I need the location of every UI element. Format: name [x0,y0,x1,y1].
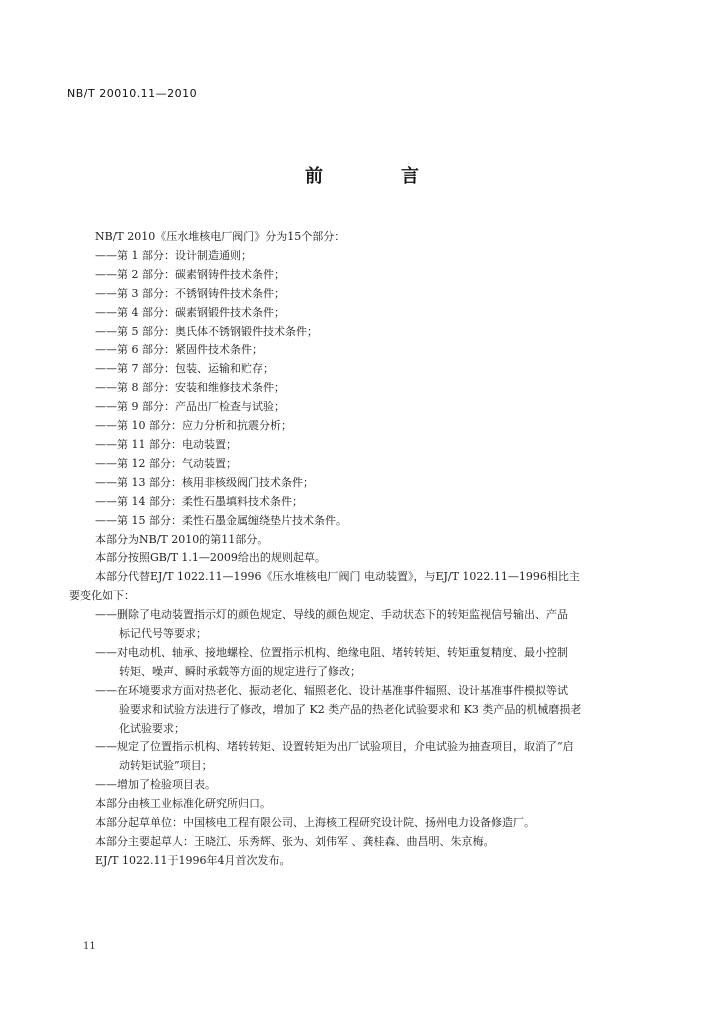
change-item-text: ——删除了电动装置指示灯的颜色规定、导线的颜色规定、手动状态下的转矩监视信号输出、产品 [95,608,568,622]
part-item: ——第 15 部分：柔性石墨金属缠绕垫片技术条件。 [95,513,347,527]
part-item: ——第 7 部分：包装、运输和贮存； [95,362,274,376]
drafting-units-statement: 本部分起草单位：中国核电工程有限公司、上海核工程研究设计院、扬州电力设备修造厂。 [95,816,535,830]
replaces-statement [69,568,640,606]
part-item: ——第 4 部分：碳素钢锻件技术条件； [95,305,285,319]
part-item: ——第 14 部分：柔性石墨填料技术条件； [95,494,303,508]
drafters-statement: 本部分主要起草人：王晓江、乐秀辉、张为、刘伟军 、龚桂森、曲昌明、朱京梅。 [95,835,495,848]
change-item-continuation: 化试验要求； [119,721,185,735]
replaces-line-2: 要变化如下： [69,589,135,603]
change-item [95,682,640,739]
part-item: ——第 5 部分：奥氏体不锈钢锻件技术条件； [95,324,318,338]
change-item-continuation: 动转矩试验”项目； [119,759,213,773]
change-item-continuation: 标记代号等要求； [119,627,207,641]
change-item [95,606,640,644]
change-item [95,776,640,795]
drafting-rule-statement: 本部分按照GB/T 1.1—2009给出的规则起草。 [95,551,326,565]
page-title: 前 言 [305,166,449,187]
part-of-statement: 本部分为NB/T 2010的第11部分。 [95,532,269,546]
change-item-continuation: 转矩、噪声、瞬时承载等方面的规定进行了修改； [119,664,361,678]
part-item: ——第 2 部分：碳素钢铸件技术条件； [95,267,285,281]
page-number: 11 [83,941,96,952]
part-item: ——第 3 部分：不锈钢铸件技术条件； [95,286,285,300]
change-item [95,738,640,776]
change-item-text: ——在环境要求方面对热老化、振动老化、辐照老化、设计基准事件辐照、设计基准事件模拟等试 [95,683,568,697]
change-item-text: ——增加了检验项目表。 [95,778,216,792]
part-item: ——第 6 部分：紧固件技术条件； [95,343,263,357]
part-item: ——第 12 部分：气动装置； [95,456,237,470]
change-item [95,644,640,682]
part-item: ——第 8 部分：安装和维修技术条件； [95,381,285,395]
part-item: ——第 11 部分：电动装置； [95,437,237,451]
proposed-by-statement: 本部分由核工业标准化研究所归口。 [95,797,271,811]
part-item: ——第 9 部分：产品出厂检查与试验； [95,400,285,414]
changes-list [95,606,640,795]
first-issue-statement: EJ/T 1022.11于1996年4月首次发布。 [95,853,291,867]
part-item: ——第 13 部分：核用非核级阀门技术条件； [95,475,314,489]
standard-code-header: NB/T 20010.11—2010 [67,87,198,100]
intro-text: NB/T 2010《压水堆核电厂阀门》分为15个部分： [95,230,346,243]
change-item-text: ——对电动机、轴承、接地螺栓、位置指示机构、绝缘电阻、堵转转矩、转矩重复精度、最小控制 [95,645,568,659]
parts-list [95,247,640,531]
change-item-continuation: 验要求和试验方法进行了修改，增加了 K2 类产品的热老化试验要求和 K3 类产品的机械磨损老 [119,702,582,716]
part-item: ——第 10 部分：应力分析和抗震分析； [95,419,292,433]
foreword-body [69,228,640,871]
change-item-text: ——规定了位置指示机构、堵转转矩、设置转矩为出厂试验项目，介电试验为抽查项目，取消了“启 [95,740,574,754]
replaces-line-1: 本部分代替EJ/T 1022.11—1996《压水堆核电厂阀门 电动装置》，与EJ/T 1022.11—1996相比主 [95,570,580,584]
part-item: ——第 1 部分：设计制造通则； [95,248,252,262]
